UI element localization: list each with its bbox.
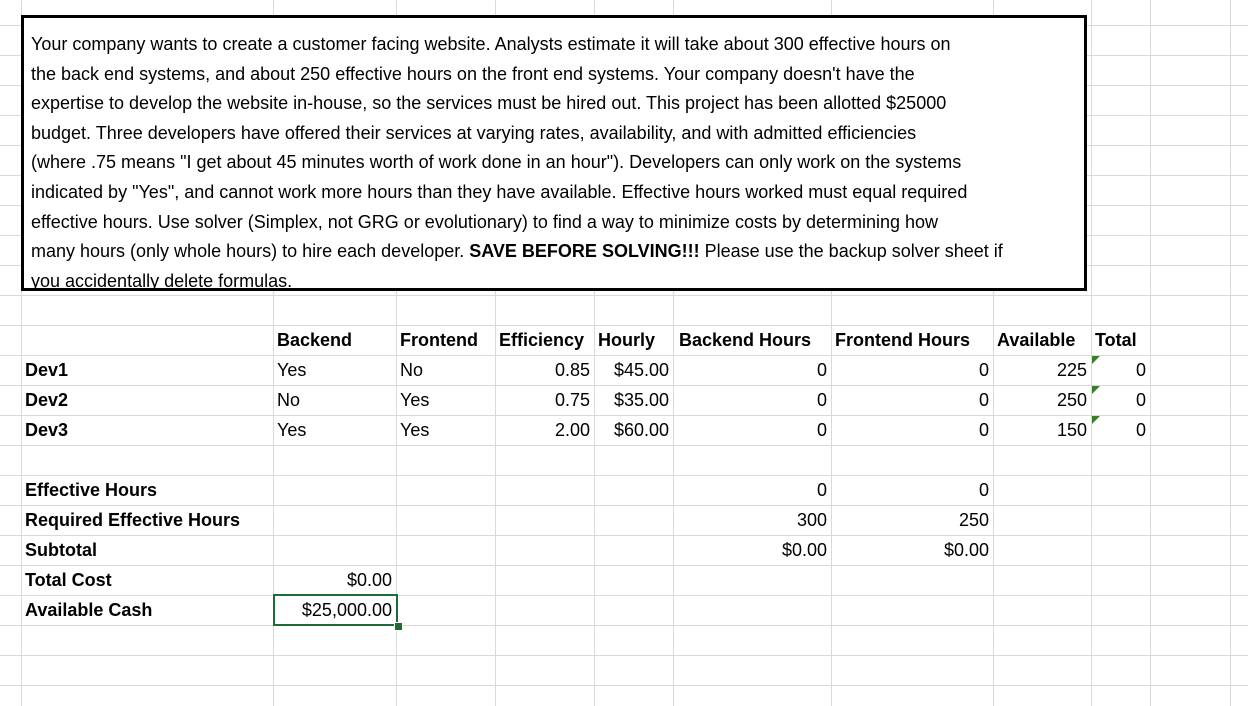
header-total[interactable]: Total (1095, 330, 1137, 350)
problem-line-8c: Please use the backup solver sheet if (699, 241, 1003, 262)
dev1-hourly[interactable]: $45.00 (613, 360, 669, 380)
problem-line-5: (where .75 means "I get about 45 minutes worth of work done in an hour"). Developers can only work on the systems (31, 152, 962, 173)
header-frontend[interactable]: Frontend (400, 330, 478, 350)
problem-line-1: Your company wants to create a customer facing website. Analysts estimate it will take about 300 effective hours on (31, 34, 951, 54)
dev3-backend-hours[interactable]: 0 (816, 420, 827, 440)
problem-line-7: effective hours. Use solver (Simplex, not GRG or evolutionary) to find a way to minimize costs by determining how (31, 211, 939, 232)
required-backend-hours[interactable]: 300 (796, 510, 827, 530)
header-backend-hours[interactable]: Backend Hours (679, 330, 812, 350)
subtotal-label[interactable]: Subtotal (25, 540, 97, 560)
problem-line-6: indicated by "Yes", and cannot work more hours than they have available. Effective hours worked must equal required (31, 181, 968, 202)
dev1-frontend[interactable]: No (400, 360, 424, 380)
dev3-name[interactable]: Dev3 (25, 420, 69, 440)
total-cost-label[interactable]: Total Cost (25, 570, 112, 590)
problem-line-9: you accidentally delete formulas. (31, 270, 293, 291)
fill-handle[interactable] (394, 622, 403, 631)
dev2-frontend-hours[interactable]: 0 (978, 390, 989, 410)
effective-frontend-hours[interactable]: 0 (978, 480, 989, 500)
problem-line-8 (31, 237, 1076, 267)
problem-line-8a: many hours (only whole hours) to hire each developer. (31, 241, 470, 262)
header-available[interactable]: Available (997, 330, 1076, 350)
dev1-backend-hours[interactable]: 0 (816, 360, 827, 380)
effective-hours-label[interactable]: Effective Hours (25, 480, 158, 500)
dev3-hourly[interactable]: $60.00 (613, 420, 669, 440)
available-cash-value[interactable]: $25,000.00 (301, 600, 392, 620)
dev3-efficiency[interactable]: 2.00 (554, 420, 590, 440)
required-frontend-hours[interactable]: 250 (958, 510, 989, 530)
dev2-name[interactable]: Dev2 (25, 390, 69, 410)
dev2-efficiency[interactable]: 0.75 (554, 390, 590, 410)
header-efficiency[interactable]: Efficiency (499, 330, 585, 350)
save-warning: SAVE BEFORE SOLVING!!! (469, 241, 700, 262)
effective-backend-hours[interactable]: 0 (816, 480, 827, 500)
dev2-backend-hours[interactable]: 0 (816, 390, 827, 410)
header-frontend-hours[interactable]: Frontend Hours (835, 330, 970, 350)
dev2-frontend[interactable]: Yes (400, 390, 430, 410)
dev1-available[interactable]: 225 (1056, 360, 1087, 380)
subtotal-frontend[interactable]: $0.00 (943, 540, 989, 560)
dev3-backend[interactable]: Yes (277, 420, 307, 440)
dev3-available[interactable]: 150 (1056, 420, 1087, 440)
dev1-total-comment-indicator (1092, 356, 1100, 364)
problem-line-3: expertise to develop the website in-house, so the services must be hired out. This project has been allotted $25000 (31, 93, 947, 114)
dev2-total-comment-indicator (1092, 386, 1100, 394)
dev2-hourly[interactable]: $35.00 (613, 390, 669, 410)
dev1-name[interactable]: Dev1 (25, 360, 69, 380)
dev1-efficiency[interactable]: 0.85 (554, 360, 590, 380)
dev1-backend[interactable]: Yes (277, 360, 307, 380)
dev2-available[interactable]: 250 (1056, 390, 1087, 410)
dev3-total-comment-indicator (1092, 416, 1100, 424)
header-hourly[interactable]: Hourly (598, 330, 656, 350)
required-effective-hours-label[interactable]: Required Effective Hours (25, 510, 241, 530)
subtotal-backend[interactable]: $0.00 (781, 540, 827, 560)
dev2-backend[interactable]: No (277, 390, 301, 410)
dev2-total[interactable]: 0 (1135, 390, 1146, 410)
available-cash-label[interactable]: Available Cash (25, 600, 153, 620)
dev1-frontend-hours[interactable]: 0 (978, 360, 989, 380)
problem-line-4: budget. Three developers have offered their services at varying rates, availability, and with admitted efficiencies (31, 122, 917, 143)
header-backend[interactable]: Backend (277, 330, 353, 350)
active-cell-selection[interactable] (273, 594, 398, 626)
dev3-frontend[interactable]: Yes (400, 420, 430, 440)
dev1-total[interactable]: 0 (1135, 360, 1146, 380)
dev3-frontend-hours[interactable]: 0 (978, 420, 989, 440)
problem-line-2: the back end systems, and about 250 effective hours on the front end systems. Your company doesn't have the (31, 63, 915, 84)
dev3-total[interactable]: 0 (1135, 420, 1146, 440)
problem-description-textbox[interactable] (21, 15, 1087, 291)
total-cost-value[interactable]: $0.00 (346, 570, 392, 590)
